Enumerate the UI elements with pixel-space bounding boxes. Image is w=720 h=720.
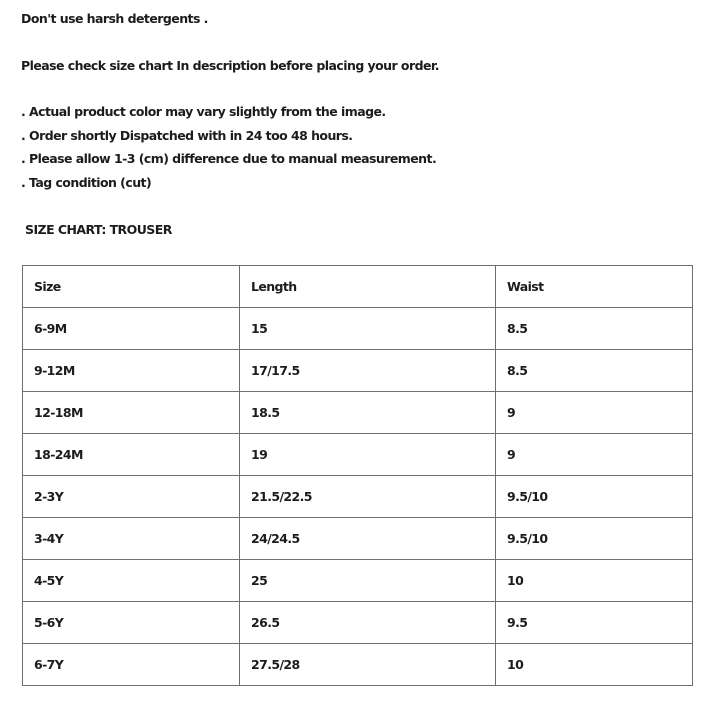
waist-cell: 9 bbox=[496, 434, 693, 476]
note-color-variation: . Actual product color may vary slightly from the image. bbox=[21, 104, 386, 119]
size-cell: 6-9M bbox=[23, 308, 240, 350]
table-row bbox=[23, 476, 693, 518]
size-cell: 12-18M bbox=[23, 392, 240, 434]
size-cell: 4-5Y bbox=[23, 560, 240, 602]
length-cell: 25 bbox=[240, 560, 496, 602]
waist-cell: 10 bbox=[496, 644, 693, 686]
length-cell: 21.5/22.5 bbox=[240, 476, 496, 518]
waist-cell: 9.5/10 bbox=[496, 518, 693, 560]
waist-cell: 10 bbox=[496, 560, 693, 602]
table-row bbox=[23, 602, 693, 644]
size-check-note: Please check size chart In description before placing your order. bbox=[21, 58, 439, 73]
length-cell: 24/24.5 bbox=[240, 518, 496, 560]
length-cell: 19 bbox=[240, 434, 496, 476]
size-chart-table bbox=[22, 265, 693, 686]
waist-cell: 9.5 bbox=[496, 602, 693, 644]
table-row bbox=[23, 644, 693, 686]
length-cell: 27.5/28 bbox=[240, 644, 496, 686]
column-header-length: Length bbox=[240, 266, 496, 308]
table-row bbox=[23, 434, 693, 476]
size-cell: 5-6Y bbox=[23, 602, 240, 644]
column-header-waist: Waist bbox=[496, 266, 693, 308]
table-row bbox=[23, 308, 693, 350]
table-row bbox=[23, 392, 693, 434]
column-header-size: Size bbox=[23, 266, 240, 308]
length-cell: 17/17.5 bbox=[240, 350, 496, 392]
waist-cell: 8.5 bbox=[496, 350, 693, 392]
length-cell: 18.5 bbox=[240, 392, 496, 434]
size-chart-title: SIZE CHART: TROUSER bbox=[25, 222, 172, 237]
length-cell: 26.5 bbox=[240, 602, 496, 644]
waist-cell: 8.5 bbox=[496, 308, 693, 350]
table-row bbox=[23, 350, 693, 392]
care-instruction: Don't use harsh detergents . bbox=[21, 11, 208, 26]
table-header-row bbox=[23, 266, 693, 308]
length-cell: 15 bbox=[240, 308, 496, 350]
size-cell: 18-24M bbox=[23, 434, 240, 476]
size-cell: 9-12M bbox=[23, 350, 240, 392]
size-cell: 6-7Y bbox=[23, 644, 240, 686]
table-row bbox=[23, 560, 693, 602]
waist-cell: 9.5/10 bbox=[496, 476, 693, 518]
note-measurement-difference: . Please allow 1-3 (cm) difference due to manual measurement. bbox=[21, 151, 437, 166]
size-cell: 3-4Y bbox=[23, 518, 240, 560]
note-dispatch-time: . Order shortly Dispatched with in 24 too 48 hours. bbox=[21, 128, 353, 143]
size-cell: 2-3Y bbox=[23, 476, 240, 518]
waist-cell: 9 bbox=[496, 392, 693, 434]
note-tag-condition: . Tag condition (cut) bbox=[21, 175, 152, 190]
table-row bbox=[23, 518, 693, 560]
